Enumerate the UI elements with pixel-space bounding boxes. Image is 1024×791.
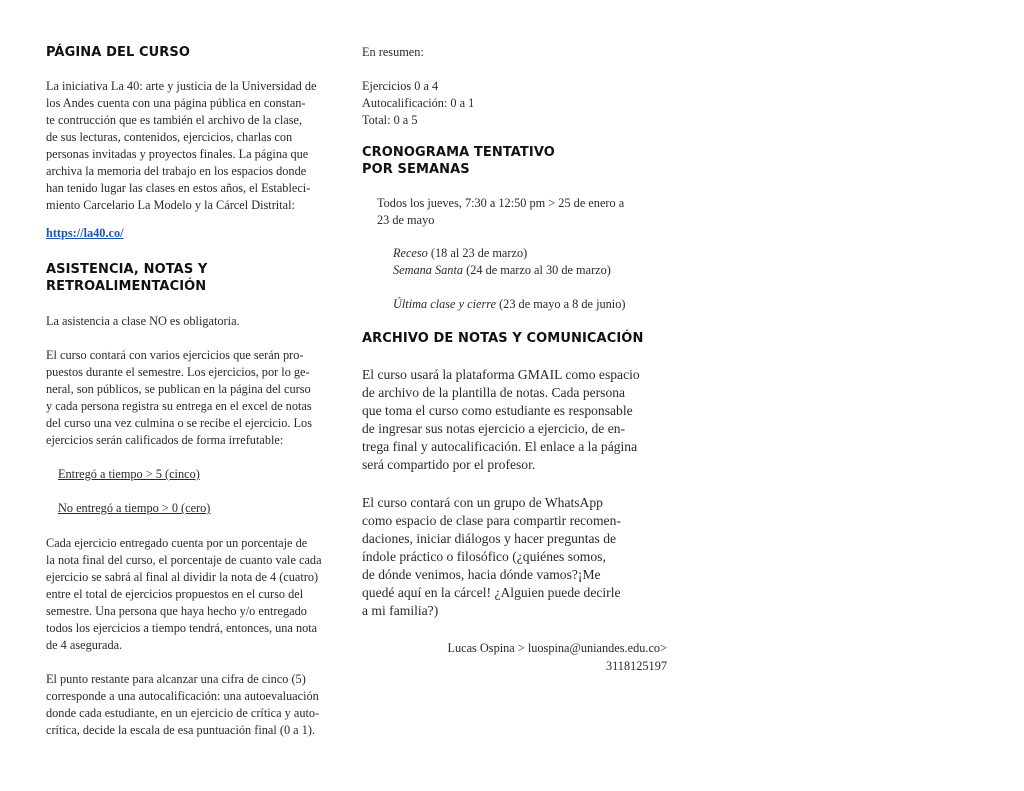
schedule-break-holy-week [393,262,611,279]
attendance-note: La asistencia a clase NO es obligatoria. [46,314,240,328]
percentage-line: la nota final del curso, el porcentaje de cuanto vale cada [46,553,322,567]
exercises-line: puestos durante el semestre. Los ejercicios, por lo ge- [46,365,310,379]
whatsapp-line: daciones, iniciar diálogos y hacer preguntas de [362,531,617,546]
summary-item: Ejercicios 0 a 4 [362,79,439,93]
whatsapp-line: quedé aquí en la cárcel! ¿Alguien puede decirle [362,585,621,600]
course-page-line: los Andes cuenta con una página pública en constan- [46,96,306,110]
course-page-line: de sus lecturas, contenidos, ejercicios, charlas con [46,130,293,144]
grading-rule-on-time: Entregó a tiempo > 5 (cinco) [58,467,200,481]
exercises-line: y cada persona registra su entrega en el excel de notas [46,399,312,413]
gmail-line: de archivo de la plantilla de notas. Cada persona [362,385,626,400]
course-website-link[interactable]: https://la40.co/ [46,226,124,240]
schedule-heading-line: CRONOGRAMA TENTATIVO [362,145,555,160]
self-eval-line: corresponde a una autocalificación: una autoevaluación [46,689,319,703]
schedule-heading-line: POR SEMANAS [362,162,470,177]
grading-rule-late: No entregó a tiempo > 0 (cero) [58,501,211,515]
self-eval-line: donde cada estudiante, en un ejercicio de crítica y auto- [46,706,320,720]
attendance-heading-line: RETROALIMENTACIÓN [46,279,207,294]
course-page-line: te contrucción que es también el archivo de la clase, [46,113,303,127]
percentage-line: semestre. Una persona que haya hecho y/o entregado [46,604,307,618]
course-page-line: personas invitadas y proyectos finales. La página que [46,147,309,161]
summary-item: Total: 0 a 5 [362,113,418,127]
whatsapp-line: como espacio de clase para compartir recomen- [362,513,621,528]
whatsapp-line: El curso contará con un grupo de WhatsApp [362,495,603,510]
schedule-break-last-class [393,296,625,313]
summary-intro: En resumen: [362,45,424,59]
percentage-line: todos los ejercicios a tiempo tendrá, entonces, una nota [46,621,318,635]
course-page-line: La iniciativa La 40: arte y justicia de la Universidad de [46,79,317,93]
course-page-line: han tenido lugar las clases en estos años, el Estableci- [46,181,311,195]
course-page-line: miento Carcelario La Modelo y la Cárcel Distrital: [46,198,295,212]
exercises-line: neral, son públicos, se publican en la página del curso [46,382,311,396]
percentage-line: Cada ejercicio entregado cuenta por un porcentaje de [46,536,308,550]
schedule-main-line: Todos los jueves, 7:30 a 12:50 pm > 25 de enero a [377,196,625,210]
percentage-line: ejercicio se sabrá al final al dividir la nota de 4 (cuatro) [46,570,319,584]
break-label: Receso [393,246,428,260]
exercises-line: El curso contará con varios ejercicios que serán pro- [46,348,304,362]
schedule-break-recess [393,245,527,262]
break-dates: (18 al 23 de marzo) [427,246,528,260]
whatsapp-line: a mi familia?) [362,603,439,618]
summary-item: Autocalificación: 0 a 1 [362,96,475,110]
break-label: Última clase y cierre [393,297,497,311]
break-dates: (24 de marzo al 30 de marzo) [463,263,611,277]
break-dates: (23 de mayo a 8 de junio) [496,297,626,311]
percentage-line: entre el total de ejercicios propuestos en el curso del [46,587,304,601]
attendance-heading-line: ASISTENCIA, NOTAS Y [46,262,208,277]
gmail-line: será compartido por el profesor. [362,457,536,472]
break-label: Semana Santa [393,263,464,277]
gmail-line: de ingresar sus notas ejercicio a ejercicio, de en- [362,421,626,436]
exercises-line: del curso una vez culmina o se recibe el ejercicio. Los [46,416,312,430]
contact-phone: 3118125197 [605,659,667,673]
schedule-main-line: 23 de mayo [377,213,435,227]
archive-heading: ARCHIVO DE NOTAS Y COMUNICACIÓN [362,331,644,346]
gmail-line: El curso usará la plataforma GMAIL como espacio [362,367,640,382]
self-eval-line: crítica, decide la escala de esa puntuación final (0 a 1). [46,723,316,737]
percentage-line: de 4 asegurada. [46,638,123,652]
course-page-heading: PÁGINA DEL CURSO [46,45,190,60]
gmail-line: que toma el curso como estudiante es responsable [362,403,633,418]
contact-line: Lucas Ospina > luospina@uniandes.edu.co> [447,641,667,655]
whatsapp-line: índole práctico o filosófico (¿quiénes somos, [362,549,606,564]
self-eval-line: El punto restante para alcanzar una cifra de cinco (5) [46,672,306,686]
course-page-line: archiva la memoria del trabajo en los espacios donde [46,164,307,178]
whatsapp-line: de dónde venimos, hacia dónde vamos?¡Me [362,567,601,582]
exercises-line: ejercicios serán calificados de forma irrefutable: [46,433,284,447]
gmail-line: trega final y autocalificación. El enlace a la página [362,439,638,454]
